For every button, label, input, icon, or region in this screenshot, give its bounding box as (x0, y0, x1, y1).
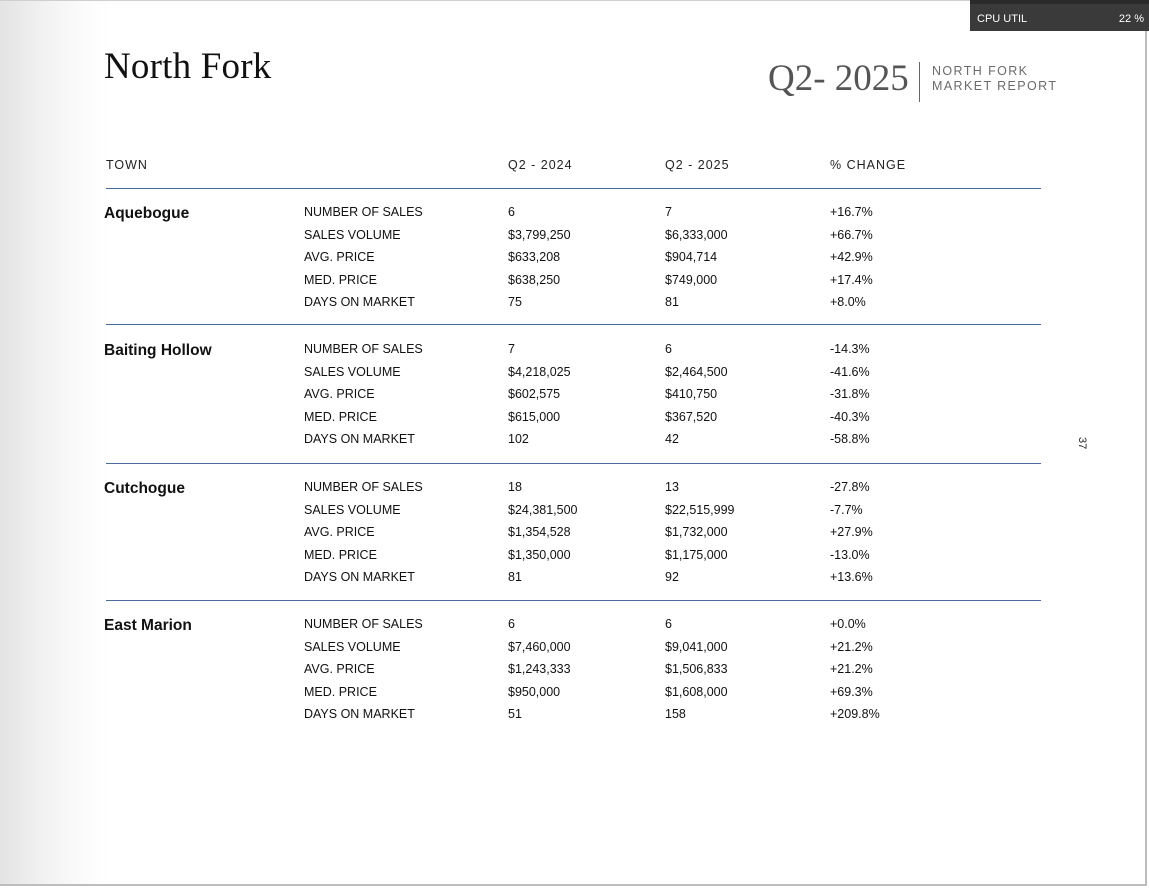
value-q2-2024: $950,000 (508, 685, 561, 699)
town-name: Cutchogue (104, 480, 185, 497)
value-q2-2025: $1,175,000 (665, 548, 728, 562)
value-pct-change: +8.0% (830, 295, 866, 309)
value-pct-change: +69.3% (830, 685, 873, 699)
value-q2-2024: 6 (508, 205, 515, 219)
cpu-util-widget (970, 0, 1149, 31)
value-q2-2024: $638,250 (508, 273, 561, 287)
value-q2-2024: 102 (508, 432, 529, 446)
divider-line (106, 188, 1041, 189)
town-name: East Marion (104, 617, 192, 634)
cpu-widget-strip (970, 0, 1149, 4)
value-q2-2025: $410,750 (665, 387, 718, 401)
header-divider (919, 62, 920, 102)
column-header-q2-2024: Q2 - 2024 (508, 158, 573, 172)
value-q2-2025: $2,464,500 (665, 365, 728, 379)
value-q2-2025: 7 (665, 205, 672, 219)
metric-label: SALES VOLUME (304, 640, 401, 654)
value-q2-2024: $1,350,000 (508, 548, 571, 562)
divider-line (106, 463, 1041, 464)
cpu-util-value: 22 % (1118, 13, 1144, 25)
value-q2-2024: 18 (508, 480, 522, 494)
value-pct-change: +209.8% (830, 707, 880, 721)
metric-label: AVG. PRICE (304, 525, 375, 539)
value-pct-change: +16.7% (830, 205, 873, 219)
value-pct-change: +21.2% (830, 640, 873, 654)
column-header-town: TOWN (106, 158, 148, 172)
value-q2-2025: 158 (665, 707, 686, 721)
metric-label: MED. PRICE (304, 273, 377, 287)
value-pct-change: -14.3% (830, 342, 870, 356)
value-pct-change: +27.9% (830, 525, 873, 539)
page-number: 37 (1076, 437, 1088, 450)
value-q2-2025: 81 (665, 295, 679, 309)
value-q2-2024: $615,000 (508, 410, 561, 424)
divider-line (106, 324, 1041, 325)
value-q2-2025: $1,608,000 (665, 685, 728, 699)
value-q2-2024: 51 (508, 707, 522, 721)
metric-label: SALES VOLUME (304, 503, 401, 517)
value-pct-change: -31.8% (830, 387, 870, 401)
value-q2-2025: $367,520 (665, 410, 718, 424)
metric-label: AVG. PRICE (304, 662, 375, 676)
value-q2-2024: 75 (508, 295, 522, 309)
value-q2-2025: 13 (665, 480, 679, 494)
value-pct-change: -41.6% (830, 365, 870, 379)
report-label (932, 64, 1057, 93)
metric-label: NUMBER OF SALES (304, 480, 423, 494)
value-q2-2024: $3,799,250 (508, 228, 571, 242)
value-pct-change: +13.6% (830, 570, 873, 584)
value-pct-change: +17.4% (830, 273, 873, 287)
value-pct-change: -7.7% (830, 503, 863, 517)
metric-label: DAYS ON MARKET (304, 570, 415, 584)
metric-label: NUMBER OF SALES (304, 617, 423, 631)
value-pct-change: -58.8% (830, 432, 870, 446)
metric-label: MED. PRICE (304, 685, 377, 699)
town-name: Baiting Hollow (104, 342, 212, 359)
value-pct-change: +42.9% (830, 250, 873, 264)
value-q2-2025: 6 (665, 617, 672, 631)
value-q2-2024: 6 (508, 617, 515, 631)
cpu-util-label: CPU UTIL (977, 13, 1028, 25)
metric-label: NUMBER OF SALES (304, 205, 423, 219)
value-q2-2025: $1,732,000 (665, 525, 728, 539)
value-q2-2024: $4,218,025 (508, 365, 571, 379)
value-q2-2025: $9,041,000 (665, 640, 728, 654)
metric-label: AVG. PRICE (304, 250, 375, 264)
value-q2-2025: $1,506,833 (665, 662, 728, 676)
value-pct-change: +21.2% (830, 662, 873, 676)
value-q2-2025: 6 (665, 342, 672, 356)
value-q2-2024: $1,243,333 (508, 662, 571, 676)
report-label-line2: MARKET REPORT (932, 78, 1058, 93)
value-q2-2024: 7 (508, 342, 515, 356)
metric-label: SALES VOLUME (304, 365, 401, 379)
metric-label: DAYS ON MARKET (304, 432, 415, 446)
value-pct-change: -40.3% (830, 410, 870, 424)
column-header-pct-change: % CHANGE (830, 158, 907, 172)
value-q2-2024: $24,381,500 (508, 503, 578, 517)
value-pct-change: +0.0% (830, 617, 866, 631)
value-q2-2024: $633,208 (508, 250, 561, 264)
report-label-line1: NORTH FORK (932, 64, 1029, 78)
value-q2-2024: $7,460,000 (508, 640, 571, 654)
divider-line (106, 600, 1041, 601)
value-q2-2025: $749,000 (665, 273, 718, 287)
metric-label: DAYS ON MARKET (304, 295, 415, 309)
value-q2-2025: $22,515,999 (665, 503, 735, 517)
metric-label: AVG. PRICE (304, 387, 375, 401)
metric-label: NUMBER OF SALES (304, 342, 423, 356)
quarter-heading: Q2- 2025 (768, 58, 909, 99)
metric-label: DAYS ON MARKET (304, 707, 415, 721)
metric-label: MED. PRICE (304, 548, 377, 562)
value-q2-2024: $1,354,528 (508, 525, 571, 539)
value-q2-2025: $904,714 (665, 250, 718, 264)
value-q2-2025: 92 (665, 570, 679, 584)
value-q2-2024: 81 (508, 570, 522, 584)
value-pct-change: -13.0% (830, 548, 870, 562)
page-title: North Fork (104, 46, 272, 87)
value-pct-change: -27.8% (830, 480, 870, 494)
value-q2-2024: $602,575 (508, 387, 561, 401)
metric-label: MED. PRICE (304, 410, 377, 424)
value-q2-2025: $6,333,000 (665, 228, 728, 242)
value-pct-change: +66.7% (830, 228, 873, 242)
metric-label: SALES VOLUME (304, 228, 401, 242)
value-q2-2025: 42 (665, 432, 679, 446)
column-header-q2-2025: Q2 - 2025 (665, 158, 730, 172)
town-name: Aquebogue (104, 205, 190, 222)
